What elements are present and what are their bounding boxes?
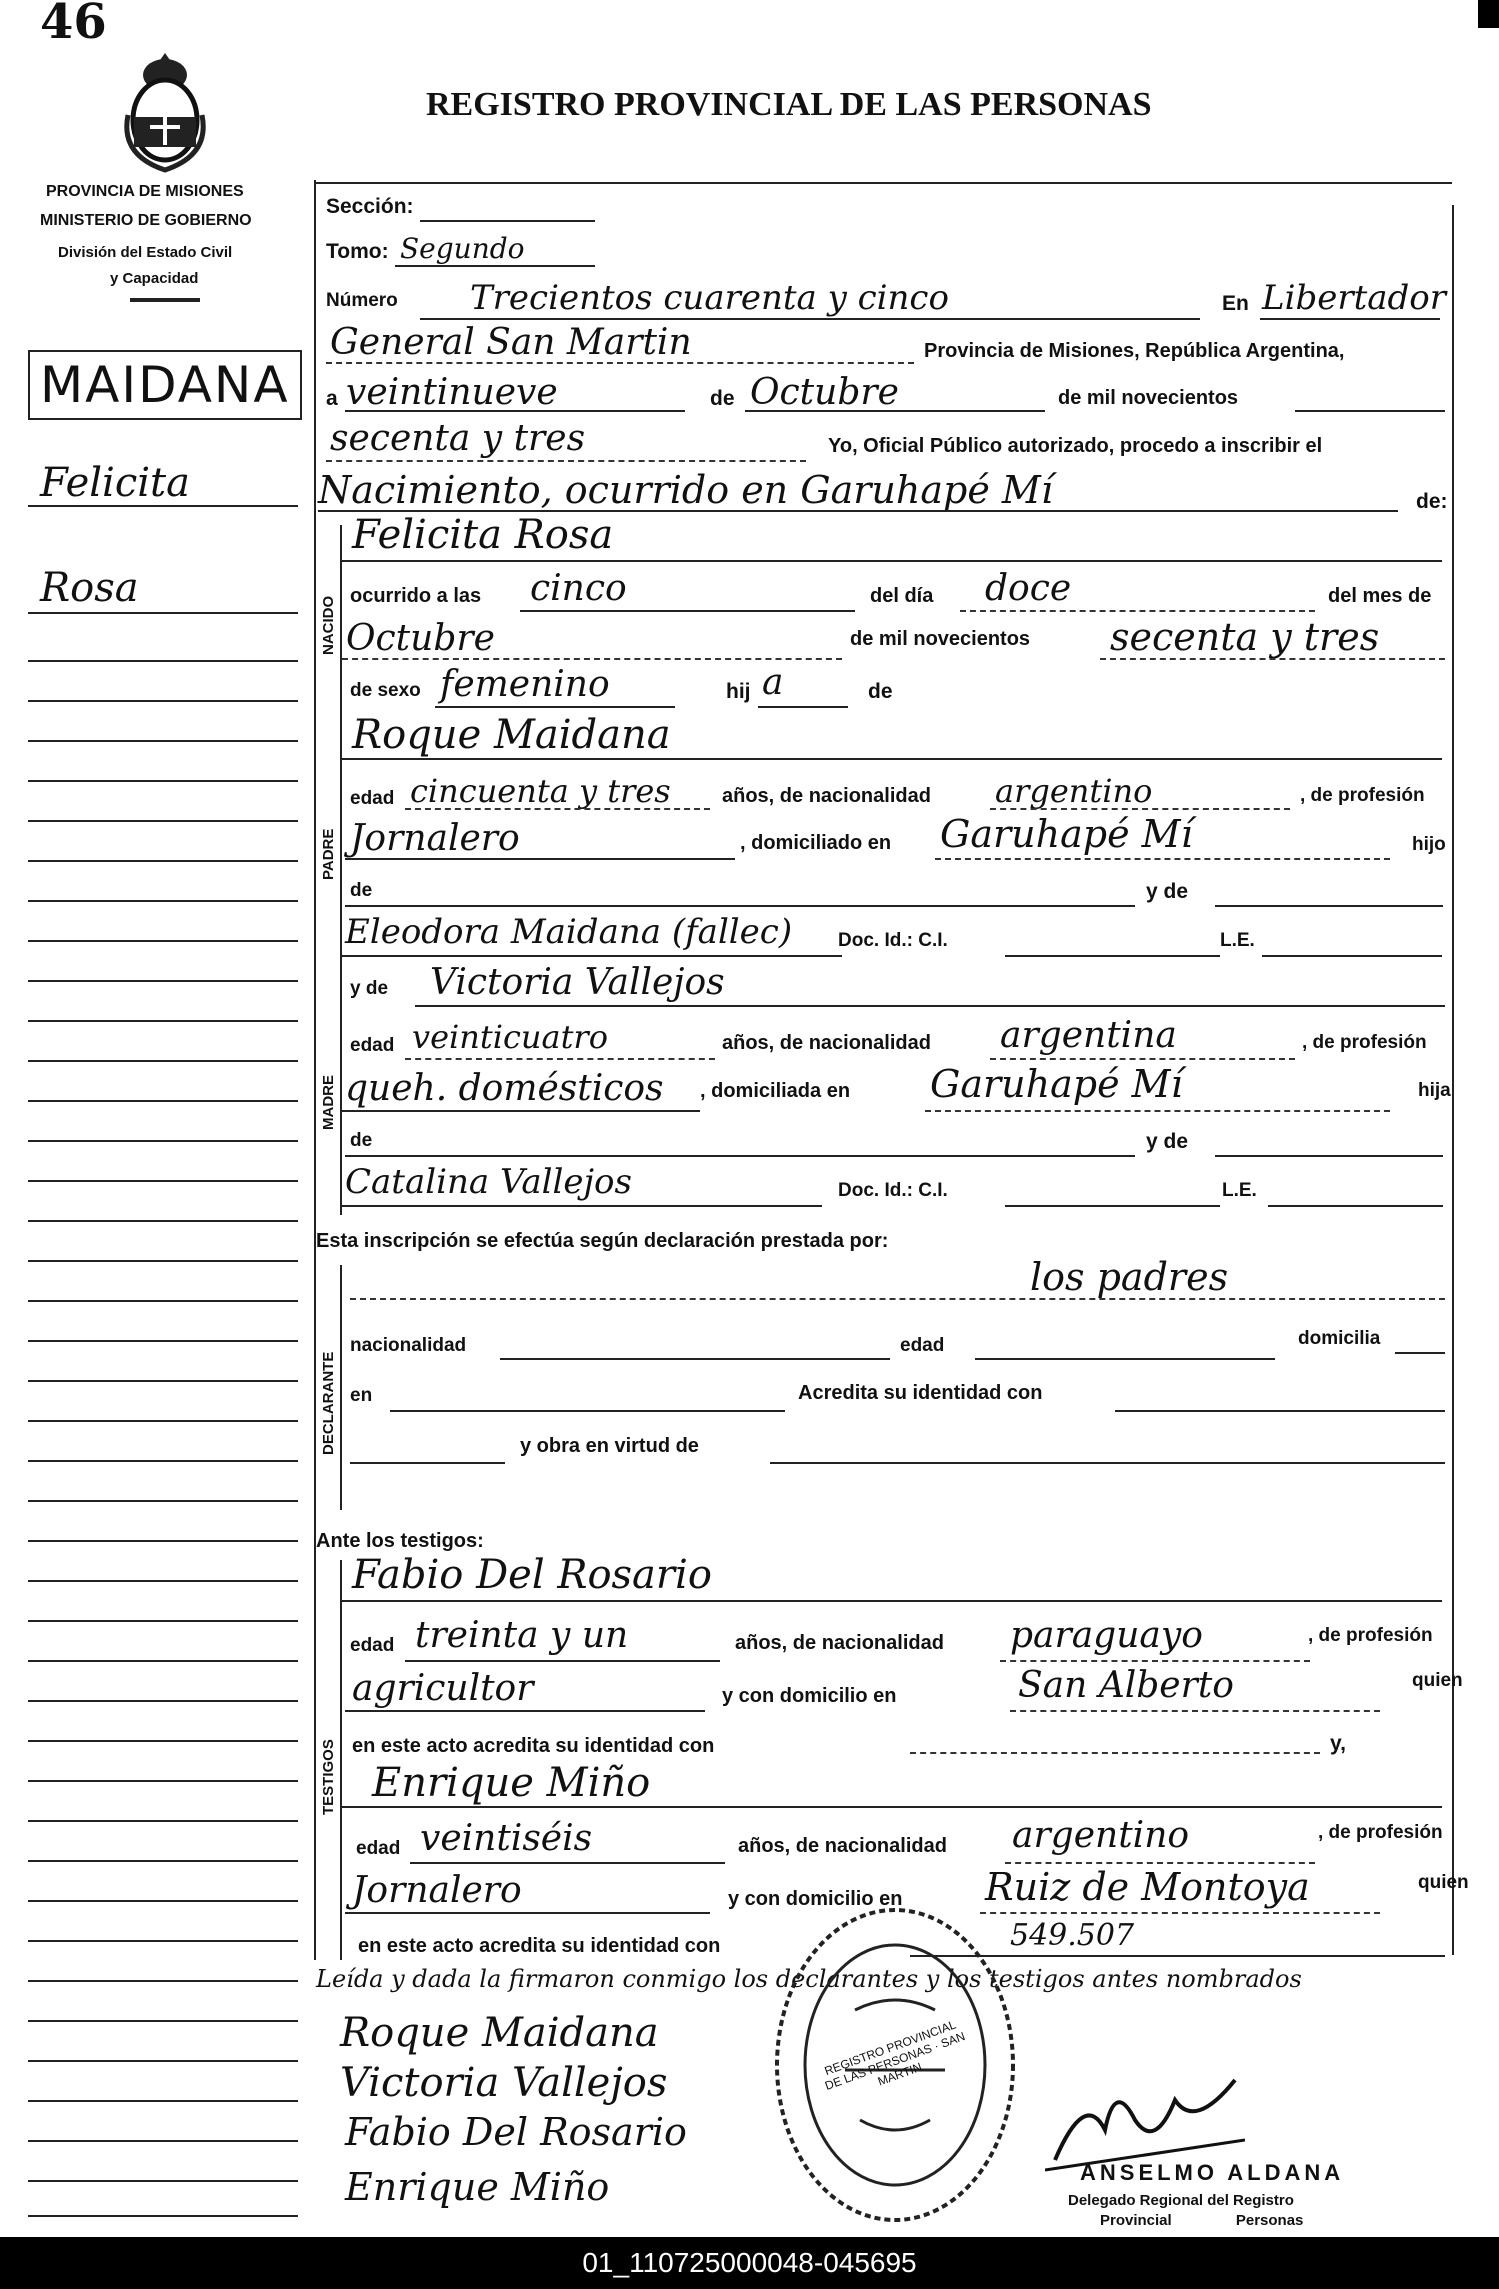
de-colon-label: de: <box>1416 490 1448 513</box>
anio-value: secenta y tres <box>330 418 586 459</box>
agency-line-2: MINISTERIO DE GOBIERNO <box>40 212 252 229</box>
testigo2-edad-value: veintiséis <box>420 1818 593 1859</box>
madre-le-label: L.E. <box>1222 1180 1257 1201</box>
padre-domicilio-label: , domiciliado en <box>740 832 892 854</box>
margin-line <box>28 1740 298 1742</box>
edge-mark <box>1478 0 1499 28</box>
margin-line <box>28 1580 298 1582</box>
declarante-line <box>350 1298 1445 1300</box>
margin-line <box>28 940 298 942</box>
numero-label: Número <box>326 290 398 311</box>
testigo2-nombre-value: Enrique Miño <box>372 1760 651 1806</box>
seccion-label: Sección: <box>326 195 414 218</box>
margin-line <box>28 740 298 742</box>
margin-line <box>28 2180 298 2182</box>
document-id-bar: 01_110725000048-045695 <box>0 2237 1499 2289</box>
margin-line <box>28 1340 298 1342</box>
madre-nacionalidad-line <box>990 1058 1295 1060</box>
madre-domicilio-value: Garuhapé Mí <box>930 1062 1183 1106</box>
hora-value: cinco <box>530 568 627 609</box>
padre-nacionalidad-value: argentino <box>995 772 1153 810</box>
official-role-2: Provincial Personas <box>1100 2212 1304 2229</box>
padre-profesion-label: , de profesión <box>1300 785 1425 806</box>
official-name: ANSELMO ALDANA <box>1080 2160 1345 2185</box>
inscripcion-label: Esta inscripción se efectúa según declaración prestada por: <box>316 1230 889 1252</box>
de-label: de <box>710 387 735 410</box>
decl-nacionalidad-label: nacionalidad <box>350 1335 467 1356</box>
margin-line <box>28 1500 298 1502</box>
margin-line <box>28 1860 298 1862</box>
margin-line <box>28 1020 298 1022</box>
madre-doc-label: Doc. Id.: C.I. <box>838 1180 948 1201</box>
padre-padres-value: Eleodora Maidana (fallec) <box>345 912 793 952</box>
madre-de-label: de <box>350 1130 373 1151</box>
hij-label: hij <box>726 680 751 703</box>
madre-hija-label: hija <box>1418 1080 1451 1101</box>
decl-en-line <box>390 1410 785 1412</box>
en-label: En <box>1222 292 1249 315</box>
padre-profesion-line <box>345 858 735 860</box>
anio-nac-line <box>1100 658 1445 660</box>
testigo1-quien-label: quien <box>1412 1670 1463 1691</box>
declarante-label: DECLARANTE <box>320 1351 337 1455</box>
padre-hijo-label: hijo <box>1412 834 1446 855</box>
testigo2-domicilio-label: y con domicilio en <box>728 1888 903 1910</box>
margin-line <box>28 1380 298 1382</box>
numero-line <box>420 318 1200 320</box>
testigo1-nacionalidad-label: años, de nacionalidad <box>735 1632 944 1654</box>
madre-nacionalidad-label: años, de nacionalidad <box>722 1032 931 1054</box>
margin-line <box>28 1100 298 1102</box>
padre-edad-value: cincuenta y tres <box>410 772 671 810</box>
sexo-label: de sexo <box>350 680 421 701</box>
coat-of-arms-icon <box>120 45 210 175</box>
margin-line <box>28 1700 298 1702</box>
declarante-bracket <box>340 1265 342 1510</box>
mes-line <box>745 410 1045 412</box>
testigo1-profesion-line <box>345 1710 705 1712</box>
decl-en-text: en <box>350 1385 373 1406</box>
margin-line <box>28 1620 298 1622</box>
madre-edad-value: veinticuatro <box>412 1018 608 1056</box>
dia-line <box>960 610 1315 612</box>
madre-edad-label: edad <box>350 1035 395 1056</box>
testigo2-edad-line <box>410 1862 725 1864</box>
margin-line <box>28 1540 298 1542</box>
testigo1-domicilio-value: San Alberto <box>1018 1665 1234 1706</box>
anio-nac-value: secenta y tres <box>1110 615 1380 659</box>
margin-line <box>28 2215 298 2217</box>
testigo1-nombre-line <box>342 1600 1442 1602</box>
testigos-heading: Ante los testigos: <box>316 1530 484 1552</box>
tomo-line <box>395 265 595 267</box>
padre-nombre-line <box>342 758 1442 760</box>
margin-line <box>28 1060 298 1062</box>
testigo2-profesion-label: , de profesión <box>1318 1822 1443 1843</box>
margin-second-name: Rosa <box>40 565 139 611</box>
testigo1-edad-value: treinta y un <box>415 1615 629 1656</box>
leida-text: Leída y dada la firmaron conmigo los declarantes y los testigos antes nombrados <box>316 1965 1302 1993</box>
anio-line <box>326 460 806 462</box>
madre-profesion-line <box>342 1110 700 1112</box>
madre-padres-value: Catalina Vallejos <box>345 1162 632 1202</box>
testigo2-nacionalidad-label: años, de nacionalidad <box>738 1835 947 1857</box>
sexo-value: femenino <box>440 664 610 705</box>
padre-de-line <box>345 905 1135 907</box>
margin-line <box>28 1300 298 1302</box>
madre-edad-line <box>405 1058 715 1060</box>
hij-de-label: de <box>868 680 893 703</box>
dia-value: doce <box>985 568 1072 609</box>
padre-edad-line <box>405 808 710 810</box>
margin-line <box>28 1220 298 1222</box>
madre-padres-line <box>342 1205 822 1207</box>
madre-y-de-2-label: y de <box>1146 1130 1189 1153</box>
decl-obra-pre-line <box>350 1462 505 1464</box>
margin-line <box>28 2140 298 2142</box>
hij-line <box>758 706 848 708</box>
madre-bracket <box>340 985 342 1215</box>
mil-novecientos-line <box>1295 410 1445 412</box>
decl-nacionalidad-line <box>500 1358 890 1360</box>
dia-letras-value: veintinueve <box>346 372 558 413</box>
del-dia-label: del día <box>870 585 934 607</box>
padre-le-label: L.E. <box>1220 930 1255 951</box>
padre-nacionalidad-line <box>990 808 1290 810</box>
margin-line <box>28 1140 298 1142</box>
testigo1-acto-label: en este acto acredita su identidad con <box>352 1735 715 1757</box>
firma-padre: Roque Maidana <box>340 2010 659 2056</box>
testigo1-nacionalidad-value: paraguayo <box>1010 1615 1203 1656</box>
testigo1-edad-line <box>405 1660 720 1662</box>
en-line <box>1260 318 1440 320</box>
seccion-line <box>420 220 595 222</box>
mes-nac-line <box>342 658 842 660</box>
padre-nombre-value: Roque Maidana <box>352 712 671 758</box>
padre-doc-line <box>1005 955 1220 957</box>
madre-y-de-label: y de <box>350 978 389 999</box>
margin-line <box>28 2060 298 2062</box>
testigo1-y-label: y, <box>1330 1732 1346 1755</box>
provincia-label: Provincia de Misiones, República Argentina, <box>924 340 1345 362</box>
margin-line <box>28 1420 298 1422</box>
decl-acredita-label: Acredita su identidad con <box>798 1382 1043 1404</box>
margin-line <box>28 1820 298 1822</box>
localidad-value: General San Martin <box>330 322 692 363</box>
testigo1-nacionalidad-line <box>1000 1660 1310 1662</box>
margin-line <box>28 700 298 702</box>
mil-novecientos-label: de mil novecientos <box>1058 387 1239 409</box>
testigo1-nombre-value: Fabio Del Rosario <box>352 1552 712 1598</box>
decl-domicilia-label: domicilia <box>1298 1328 1381 1349</box>
mes-value: Octubre <box>750 372 899 413</box>
testigo2-nombre-line <box>342 1806 1442 1808</box>
madre-de-line <box>345 1155 1135 1157</box>
padre-edad-label: edad <box>350 788 395 809</box>
sexo-line <box>435 706 675 708</box>
padre-padres-line <box>342 955 842 957</box>
testigo2-profesion-line <box>345 1912 710 1914</box>
nacido-bracket <box>340 525 342 735</box>
agency-line-4: y Capacidad <box>110 270 199 287</box>
decl-obra-line <box>770 1462 1445 1464</box>
margin-line <box>28 1260 298 1262</box>
agency-line-3: División del Estado Civil <box>58 244 233 261</box>
madre-profesion-value: queh. domésticos <box>345 1068 664 1109</box>
padre-de-label: de <box>350 880 373 901</box>
decl-obra-label: y obra en virtud de <box>520 1435 699 1457</box>
testigo2-domicilio-line <box>980 1912 1380 1914</box>
margin-line <box>28 2020 298 2022</box>
testigo2-acto-label: en este acto acredita su identidad con <box>358 1935 721 1957</box>
tomo-label: Tomo: <box>326 240 389 263</box>
official-role-1: Delegado Regional del Registro <box>1068 2192 1294 2209</box>
agency-line-1: PROVINCIA DE MISIONES <box>46 183 244 200</box>
declarante-value: los padres <box>1030 1255 1229 1299</box>
testigo1-edad-label: edad <box>350 1635 395 1656</box>
madre-nombre-line <box>415 1005 1445 1007</box>
testigo1-profesion-value: agricultor <box>352 1668 534 1709</box>
testigo2-edad-label: edad <box>356 1838 401 1859</box>
ocurrido-label: ocurrido a las <box>350 585 482 607</box>
en-value: Libertador <box>1262 278 1447 318</box>
margin-line <box>28 1660 298 1662</box>
margin-line <box>28 1900 298 1902</box>
padre-y-de-label: y de <box>1146 880 1189 903</box>
nacido-label: NACIDO <box>320 595 337 655</box>
firma-testigo-1: Fabio Del Rosario <box>345 2110 687 2154</box>
agency-underline <box>130 298 200 302</box>
margin-surname: MAIDANA <box>40 356 290 414</box>
testigo2-doc-value: 549.507 <box>1010 1918 1135 1953</box>
testigo2-profesion-value: Jornalero <box>352 1870 522 1911</box>
del-mes-label: del mes de <box>1328 585 1432 607</box>
padre-le-line <box>1262 955 1442 957</box>
madre-nombre-value: Victoria Vallejos <box>430 962 725 1003</box>
margin-first-name: Felicita <box>40 460 190 506</box>
madre-domicilio-line <box>925 1110 1390 1112</box>
form-border-left <box>314 180 316 1960</box>
padre-domicilio-value: Garuhapé Mí <box>940 812 1193 856</box>
padre-domicilio-line <box>935 858 1390 860</box>
madre-y-de-2-line <box>1215 1155 1443 1157</box>
madre-doc-line <box>1005 1205 1220 1207</box>
decl-edad-label: edad <box>900 1335 945 1356</box>
margin-line <box>28 860 298 862</box>
form-border-right <box>1452 205 1454 1955</box>
page-title: REGISTRO PROVINCIAL DE LAS PERSONAS <box>426 86 1152 123</box>
nombre-value: Felicita Rosa <box>352 512 614 558</box>
nombre-line <box>342 560 1442 562</box>
hora-line <box>520 610 855 612</box>
madre-profesion-label: , de profesión <box>1302 1032 1427 1053</box>
madre-nacionalidad-value: argentina <box>1000 1015 1177 1056</box>
padre-label: PADRE <box>320 828 337 880</box>
tomo-value: Segundo <box>400 232 525 265</box>
testigo2-quien-label: quien <box>1418 1872 1469 1893</box>
mil-novecientos-nac-label: de mil novecientos <box>850 628 1031 650</box>
testigo2-nacionalidad-value: argentino <box>1012 1815 1190 1856</box>
decl-domicilia-line <box>1395 1352 1445 1354</box>
page-number: 46 <box>40 0 107 50</box>
hij-suffix: a <box>762 662 784 703</box>
margin-line <box>28 1980 298 1982</box>
margin-line <box>28 1940 298 1942</box>
margin-line <box>28 900 298 902</box>
acto-value: Nacimiento, ocurrido en Garuhapé Mí <box>318 468 1053 512</box>
margin-line <box>28 780 298 782</box>
margin-line <box>28 980 298 982</box>
testigo2-nacionalidad-line <box>1005 1862 1315 1864</box>
margin-line <box>28 1460 298 1462</box>
firma-testigo-2: Enrique Miño <box>345 2165 610 2209</box>
padre-bracket <box>340 735 342 985</box>
padre-y-de-line <box>1215 905 1443 907</box>
testigos-label: TESTIGOS <box>320 1739 337 1815</box>
margin-line <box>28 2100 298 2102</box>
dia-letras-line <box>345 410 685 412</box>
a-label: a <box>326 387 338 410</box>
madre-le-line <box>1268 1205 1443 1207</box>
testigo1-domicilio-line <box>1010 1710 1380 1712</box>
mes-nac-value: Octubre <box>346 618 495 659</box>
decl-acredita-line <box>1115 1410 1445 1412</box>
yo-oficial-label: Yo, Oficial Público autorizado, procedo a inscribir el <box>828 435 1323 457</box>
localidad-line <box>326 362 914 364</box>
margin-line <box>28 612 298 614</box>
madre-domicilio-label: , domiciliada en <box>700 1080 851 1102</box>
decl-edad-line <box>975 1358 1275 1360</box>
padre-nacionalidad-label: años, de nacionalidad <box>722 785 931 807</box>
margin-line <box>28 1780 298 1782</box>
margin-line <box>28 1180 298 1182</box>
testigo1-profesion-label: , de profesión <box>1308 1625 1433 1646</box>
margin-line <box>28 660 298 662</box>
numero-value: Trecientos cuarenta y cinco <box>470 278 949 318</box>
testigos-bracket <box>340 1560 342 1960</box>
padre-profesion-value: Jornalero <box>350 818 520 859</box>
testigo1-acto-line <box>910 1752 1320 1754</box>
testigo1-domicilio-label: y con domicilio en <box>722 1685 897 1707</box>
seal-text: REGISTRO PROVINCIAL DE LAS PERSONAS · SAN MARTIN <box>822 2017 967 2093</box>
madre-label: MADRE <box>320 1075 337 1130</box>
margin-line <box>28 505 298 507</box>
testigo2-domicilio-value: Ruiz de Montoya <box>985 1865 1310 1909</box>
padre-doc-label: Doc. Id.: C.I. <box>838 930 948 951</box>
margin-line <box>28 820 298 822</box>
firma-madre: Victoria Vallejos <box>340 2060 668 2106</box>
form-top-rule <box>314 182 1452 184</box>
